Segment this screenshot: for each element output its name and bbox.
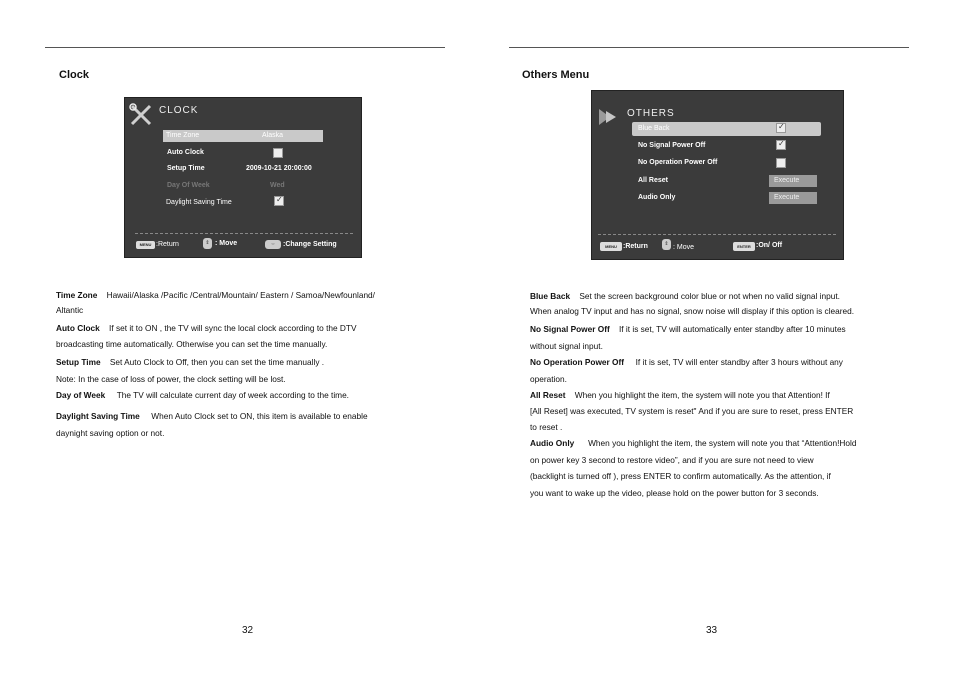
- term: All Reset: [530, 390, 566, 400]
- no-signal-checkbox[interactable]: [776, 140, 786, 150]
- paragraph-auto-clock: Auto Clock If set it to ON , the TV will sync the local clock according to the DTV broadcasting time automatically. Otherwise you can set the time manually.: [56, 323, 357, 349]
- term: Daylight Saving Time: [56, 411, 140, 421]
- row-blue-back[interactable]: [632, 122, 821, 136]
- term: No Signal Power Off: [530, 324, 610, 334]
- on-off-label: :On/ Off: [756, 242, 783, 249]
- section-title-clock: Clock: [59, 69, 89, 81]
- term: Audio Only: [530, 438, 575, 448]
- move-label: : Move: [673, 244, 695, 251]
- change-setting-label: :Change Setting: [283, 241, 337, 248]
- paragraph-daylight-saving: Daylight Saving Time When Auto Clock set to ON, this item is available to enable daynight saving option or not.: [56, 411, 368, 438]
- paragraph-no-operation: No Operation Power Off If it is set, TV will enter standby after 3 hours without any operation.: [530, 357, 843, 384]
- term: Day of Week: [56, 390, 106, 400]
- paragraph-audio-only: Audio Only When you highlight the item, the system will note you that “Attention!Hold on power key 3 second to restore video”, and if you are sure not need to view (backlight is turned off ), press ENTER to confirm automatically. As the attention, if you want to wake up the video, please hold on the power button for 3 seconds.: [530, 438, 857, 498]
- up-down-nav-icon: ⇕: [662, 239, 671, 250]
- enter-key-icon: ENTER: [733, 242, 755, 251]
- settings-arrow-icon: [596, 105, 620, 129]
- row-auto-clock[interactable]: Auto Clock: [167, 149, 204, 156]
- page-number-left: 32: [242, 625, 254, 636]
- row-value: Alaska: [262, 132, 284, 139]
- move-label: : Move: [215, 240, 238, 247]
- screen-title: CLOCK: [159, 105, 199, 116]
- paragraph-setup-time: Setup Time Set Auto Clock to Off, then you can set the time manually . Note: In the case of loss of power, the clock setting will be lost.: [56, 357, 325, 384]
- return-label: :Return: [623, 243, 648, 250]
- row-daylight-saving[interactable]: Daylight Saving Time: [166, 199, 232, 206]
- row-label: Time Zone: [166, 132, 200, 139]
- all-reset-execute-button[interactable]: Execute: [769, 175, 817, 187]
- left-right-nav-icon: ⇔: [265, 240, 281, 249]
- page-number-right: 33: [706, 625, 718, 636]
- row-time-zone[interactable]: [163, 130, 323, 142]
- menu-key-icon: MENU: [600, 242, 622, 251]
- term: Blue Back: [530, 291, 571, 301]
- term: Time Zone: [56, 290, 98, 300]
- menu-key-icon: MENU: [136, 241, 155, 249]
- top-rule-left: [45, 47, 445, 48]
- blue-back-checkbox[interactable]: [776, 123, 786, 133]
- row-no-signal-power-off[interactable]: No Signal Power Off: [638, 142, 706, 149]
- setup-time-value: 2009-10-21 20:00:00: [246, 165, 312, 172]
- paragraph-blue-back: Blue Back Set the screen background color blue or not when no valid signal input. When analog TV input and has no signal, snow noise will display if this option is cleared.: [530, 291, 855, 316]
- divider: [598, 234, 836, 235]
- term: No Operation Power Off: [530, 357, 625, 367]
- row-setup-time[interactable]: Setup Time: [167, 165, 205, 172]
- term: Auto Clock: [56, 323, 100, 333]
- clock-menu-screen: [124, 97, 362, 258]
- paragraph-day-of-week: Day of Week The TV will calculate current day of week according to the time.: [56, 390, 349, 400]
- term: Setup Time: [56, 357, 101, 367]
- paragraph-no-signal: No Signal Power Off If it is set, TV will automatically enter standby after 10 minutes without signal input.: [530, 324, 846, 351]
- row-label: Blue Back: [638, 125, 670, 132]
- daylight-saving-checkbox[interactable]: [274, 196, 284, 206]
- day-of-week-value: Wed: [270, 182, 285, 189]
- auto-clock-checkbox[interactable]: [273, 148, 283, 158]
- paragraph-all-reset: All Reset When you highlight the item, the system will note you that Attention! If [All Reset] was executed, TV system is reset" And if you are sure to reset, press ENTER to reset .: [530, 390, 854, 432]
- others-menu-screen: [591, 90, 844, 260]
- row-audio-only[interactable]: Audio Only: [638, 194, 676, 201]
- row-no-operation-power-off[interactable]: No Operation Power Off: [638, 159, 718, 166]
- top-rule-right: [509, 47, 909, 48]
- no-operation-checkbox[interactable]: [776, 158, 786, 168]
- row-day-of-week: Day Of Week: [167, 182, 210, 189]
- paragraph-time-zone: Time Zone Hawaii/Alaska /Pacific /Central/Mountain/ Eastern / Samoa/Newfounland/ Altantic: [56, 290, 375, 315]
- audio-only-execute-button[interactable]: Execute: [769, 192, 817, 204]
- divider: [135, 233, 353, 234]
- section-title-others: Others Menu: [522, 69, 590, 81]
- screen-title: OTHERS: [627, 108, 675, 119]
- row-all-reset[interactable]: All Reset: [638, 177, 668, 184]
- return-label: :Return: [156, 241, 179, 248]
- up-down-nav-icon: ⇕: [203, 238, 212, 249]
- tools-icon: [129, 103, 153, 127]
